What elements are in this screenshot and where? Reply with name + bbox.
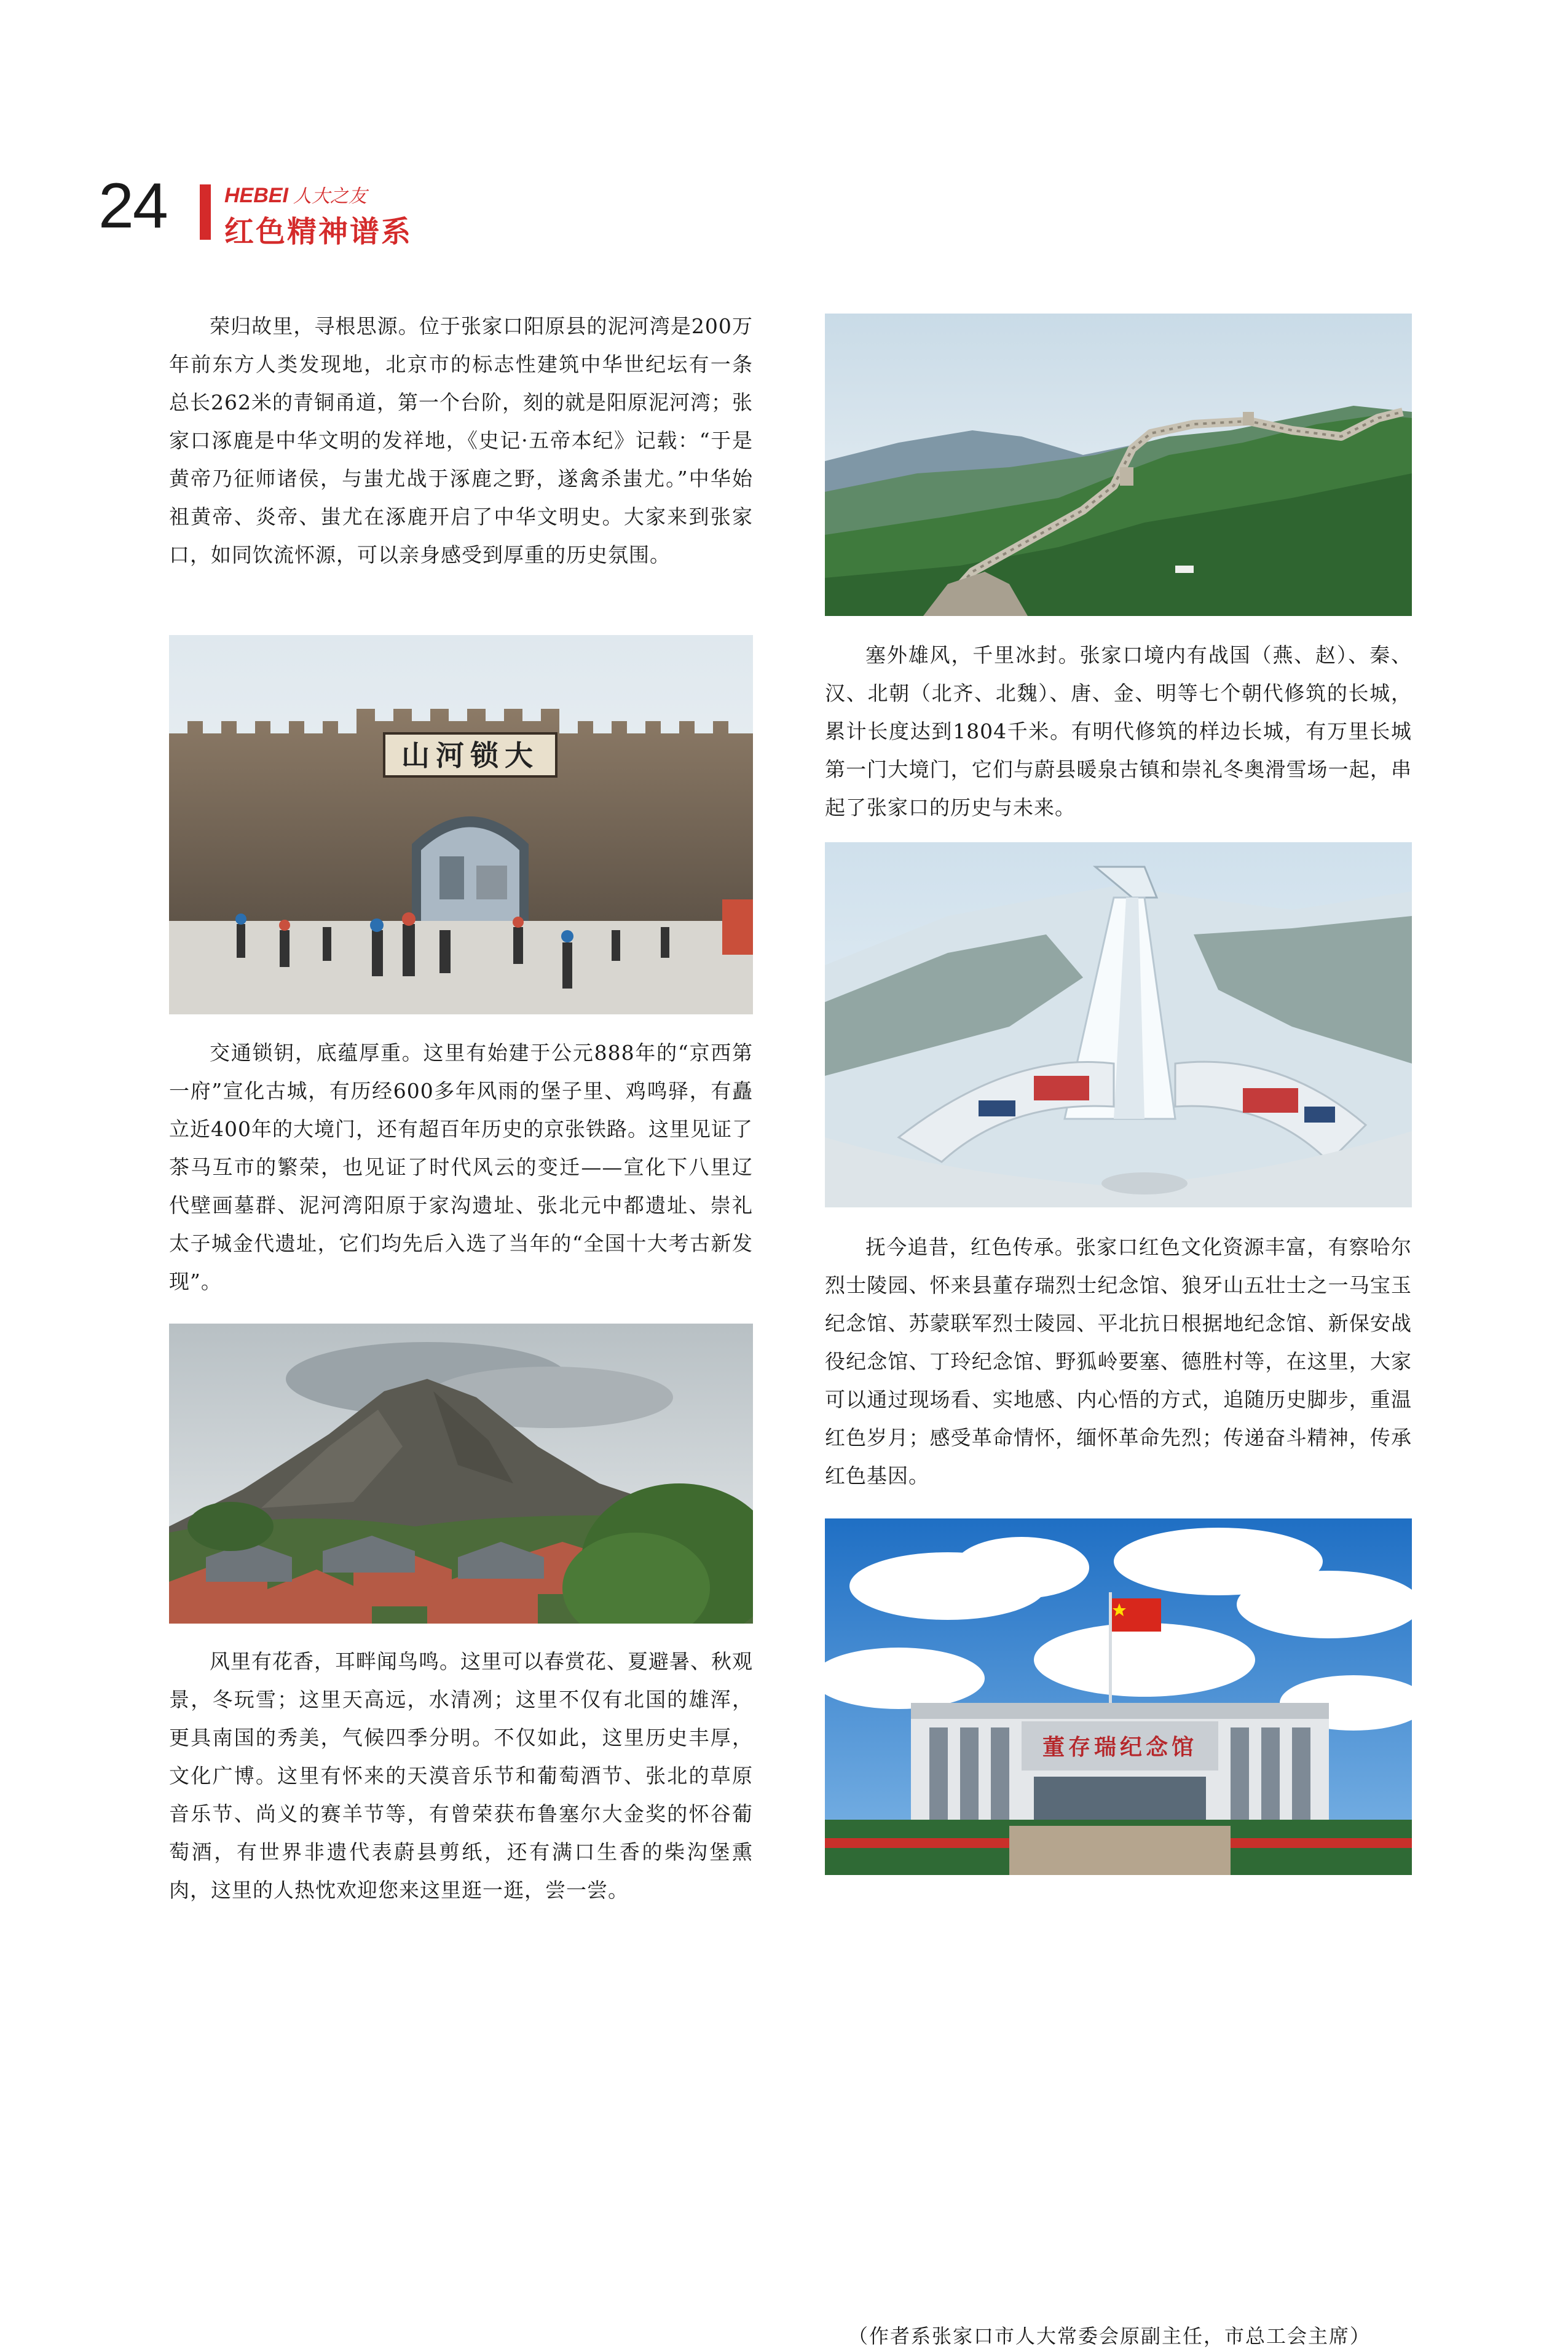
brand-sub: 人大之友 bbox=[293, 186, 367, 207]
photo-great-wall bbox=[825, 314, 1412, 616]
section-title: 红色精神谱系 bbox=[224, 215, 413, 249]
header-accent-bar bbox=[200, 184, 211, 240]
paragraph-origins: 荣归故里，寻根思源。位于张家口阳原县的泥河湾是200万年前东方人类发现地，北京市的标志性建筑中华世纪坛有一条总长262米的青铜甬道，第一个台阶，刻的就是阳原泥河湾；张家口涿鹿是中华文明的发祥地，《史记·五帝本纪》记载：“于是黄帝乃征师诸侯，与蚩尤战于涿鹿之野，遂禽杀蚩尤。”中华始祖黄帝、炎帝、蚩尤在涿鹿开启了中华文明史。大家来到张家口，如同饮流怀源，可以亲身感受到厚重的历史氛围。 bbox=[169, 314, 753, 567]
page-number: 24 bbox=[98, 170, 167, 242]
paragraph-great-wall: 塞外雄风，千里冰封。张家口境内有战国（燕、赵）、秦、汉、北朝（北齐、北魏）、唐、金、明等七个朝代修筑的长城，累计长度达到1804千米。有明代修筑的样边长城，有万里长城第一门大境门，它们与蔚县暖泉古镇和崇礼冬奥滑雪场一起，串起了张家口的历史与未来。 bbox=[825, 643, 1412, 819]
photo-mountain-village bbox=[169, 1324, 753, 1624]
photo-memorial-hall bbox=[825, 1518, 1412, 1875]
photo-dajingmen-gate bbox=[169, 635, 753, 1014]
magazine-brand bbox=[224, 181, 367, 208]
author-caption: （作者系张家口市人大常委会原副主任，市总工会主席） bbox=[848, 2324, 1371, 2348]
paragraph-scenery: 风里有花香，耳畔闻鸟鸣。这里可以春赏花、夏避暑、秋观景，冬玩雪；这里天高远，水清冽；这里不仅有北国的雄浑，更具南国的秀美，气候四季分明。不仅如此，这里历史丰厚，文化广博。这里有怀来的天漠音乐节和葡萄酒节、张北的草原音乐节、尚义的赛羊节等，有曾荣获布鲁塞尔大金奖的怀谷葡萄酒，有世界非遗代表蔚县剪纸，还有满口生香的柴沟堡熏肉，这里的人热忱欢迎您来这里逛一逛，尝一尝。 bbox=[169, 1649, 753, 1902]
gate-plaque-text: 山河锁大 bbox=[401, 739, 539, 772]
paragraph-transport: 交通锁钥，底蕴厚重。这里有始建于公元888年的“京西第一府”宣化古城，有历经600多年风雨的堡子里、鸡鸣驿，有矗立近400年的大境门，还有超百年历史的京张铁路。这里见证了茶马互市的繁荣，也见证了时代风云的变迁——宣化下八里辽代壁画墓群、泥河湾阳原于家沟遗址、张北元中都遗址、崇礼太子城金代遗址，它们均先后入选了当年的“全国十大考古新发现”。 bbox=[169, 1041, 753, 1293]
memorial-sign-text: 董存瑞纪念馆 bbox=[1042, 1734, 1198, 1760]
brand-name: HEBEI bbox=[224, 184, 288, 207]
paragraph-red-heritage: 抚今追昔，红色传承。张家口红色文化资源丰富，有察哈尔烈士陵园、怀来县董存瑞烈士纪念馆、狼牙山五壮士之一马宝玉纪念馆、苏蒙联军烈士陵园、平北抗日根据地纪念馆、新保安战役纪念馆、丁玲纪念馆、野狐岭要塞、德胜村等，在这里，大家可以通过现场看、实地感、内心悟的方式，追随历史脚步，重温红色岁月；感受革命情怀，缅怀革命先烈；传递奋斗精神，传承红色基因。 bbox=[825, 1235, 1412, 1488]
photo-ski-jump-venue bbox=[825, 842, 1412, 1207]
